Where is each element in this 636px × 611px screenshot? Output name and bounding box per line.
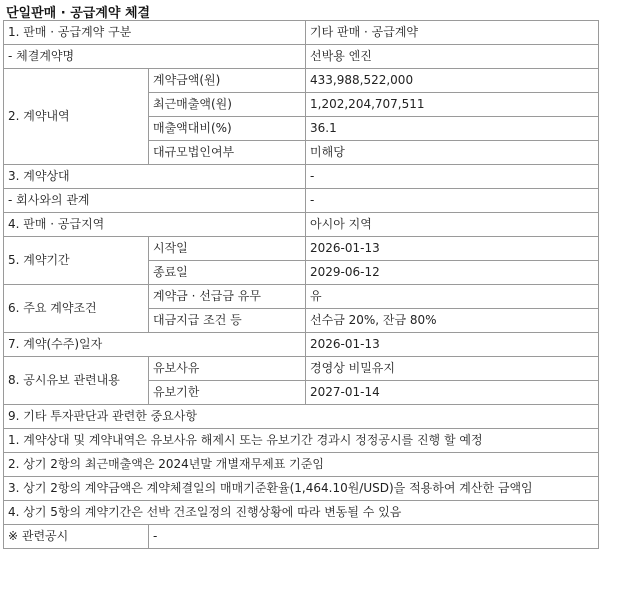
value-contract-type: 기타 판매 · 공급계약 — [306, 21, 599, 45]
label-payment: 대금지급 조건 등 — [149, 309, 306, 333]
value-period-end: 2029-06-12 — [306, 261, 599, 285]
value-sales-ratio: 36.1 — [306, 117, 599, 141]
note-4: 4. 상기 5항의 계약기간은 선박 건조일정의 진행상황에 따라 변동될 수 있음 — [4, 501, 599, 525]
row-period-start — [4, 237, 599, 261]
row-contract-type — [4, 21, 599, 45]
label-period: 5. 계약기간 — [4, 237, 149, 285]
label-related: ※ 관련공시 — [4, 525, 149, 549]
row-relation — [4, 189, 599, 213]
value-related: - — [149, 525, 599, 549]
row-note-3 — [4, 477, 599, 501]
label-contract-name: - 체결계약명 — [4, 45, 306, 69]
row-deferral-reason — [4, 357, 599, 381]
disclosure-table — [3, 20, 599, 549]
note-1: 1. 계약상대 및 계약내역은 유보사유 해제시 또는 유보기간 경과시 정정공시를 진행 할 예정 — [4, 429, 599, 453]
label-contract-type: 1. 판매 · 공급계약 구분 — [4, 21, 306, 45]
label-amount: 계약금액(원) — [149, 69, 306, 93]
value-deposit: 유 — [306, 285, 599, 309]
row-contract-name — [4, 45, 599, 69]
label-large-corp: 대규모법인여부 — [149, 141, 306, 165]
label-details: 2. 계약내역 — [4, 69, 149, 165]
row-counterparty — [4, 165, 599, 189]
label-deferral-deadline: 유보기한 — [149, 381, 306, 405]
label-region: 4. 판매 · 공급지역 — [4, 213, 306, 237]
label-period-start: 시작일 — [149, 237, 306, 261]
value-contract-date: 2026-01-13 — [306, 333, 599, 357]
row-other — [4, 405, 599, 429]
label-counterparty: 3. 계약상대 — [4, 165, 306, 189]
value-large-corp: 미해당 — [306, 141, 599, 165]
row-amount — [4, 69, 599, 93]
label-contract-date: 7. 계약(수주)일자 — [4, 333, 306, 357]
value-recent-sales: 1,202,204,707,511 — [306, 93, 599, 117]
row-region — [4, 213, 599, 237]
note-2: 2. 상기 2항의 최근매출액은 2024년말 개별재무제표 기준임 — [4, 453, 599, 477]
row-deposit — [4, 285, 599, 309]
label-sales-ratio: 매출액대비(%) — [149, 117, 306, 141]
page-title: 단일판매 · 공급계약 체결 — [6, 6, 151, 21]
label-other: 9. 기타 투자판단과 관련한 중요사항 — [4, 405, 599, 429]
label-deferral-reason: 유보사유 — [149, 357, 306, 381]
label-relation: - 회사와의 관계 — [4, 189, 306, 213]
label-deferral: 8. 공시유보 관련내용 — [4, 357, 149, 405]
value-relation: - — [306, 189, 599, 213]
value-amount: 433,988,522,000 — [306, 69, 599, 93]
value-deferral-reason: 경영상 비밀유지 — [306, 357, 599, 381]
row-contract-date — [4, 333, 599, 357]
row-related — [4, 525, 599, 549]
row-note-2 — [4, 453, 599, 477]
value-deferral-deadline: 2027-01-14 — [306, 381, 599, 405]
label-period-end: 종료일 — [149, 261, 306, 285]
value-period-start: 2026-01-13 — [306, 237, 599, 261]
value-contract-name: 선박용 엔진 — [306, 45, 599, 69]
note-3: 3. 상기 2항의 계약금액은 계약체결일의 매매기준환율(1,464.10원/USD)을 적용하여 계산한 금액임 — [4, 477, 599, 501]
row-note-4 — [4, 501, 599, 525]
value-region: 아시아 지역 — [306, 213, 599, 237]
row-note-1 — [4, 429, 599, 453]
value-counterparty: - — [306, 165, 599, 189]
value-payment: 선수금 20%, 잔금 80% — [306, 309, 599, 333]
label-recent-sales: 최근매출액(원) — [149, 93, 306, 117]
label-deposit: 계약금 · 선급금 유무 — [149, 285, 306, 309]
label-conditions: 6. 주요 계약조건 — [4, 285, 149, 333]
